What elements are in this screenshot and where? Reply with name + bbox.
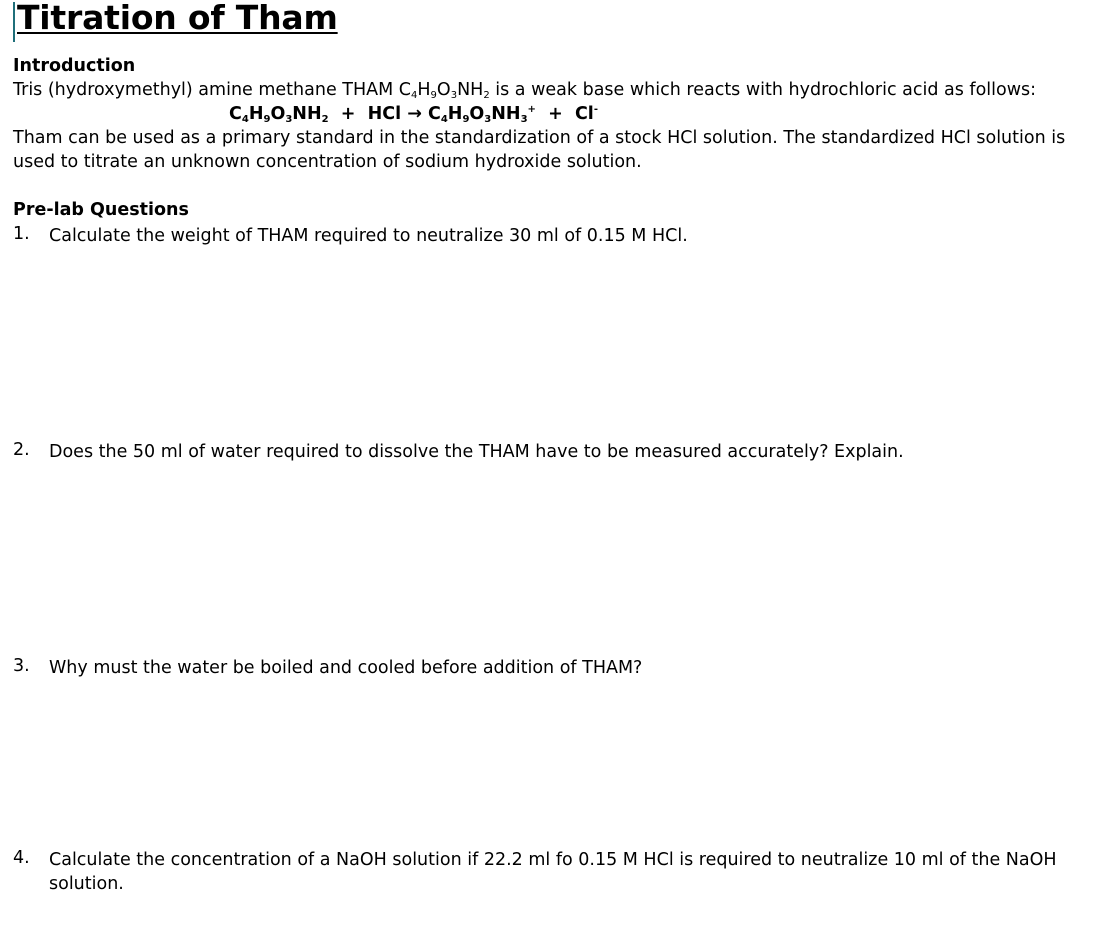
question-3-number: 3.	[13, 656, 30, 676]
reaction-arrow-icon: →	[407, 104, 422, 124]
eq-reactant-nh: NH	[292, 104, 322, 124]
formula-o: O	[436, 80, 451, 100]
question-4-text: Calculate the concentration of a NaOH solution if 22.2 ml fo 0.15 M HCl is required to neutralize 10 ml of the NaOH solution.	[49, 850, 1057, 894]
eq-reactant-nh-sub: 2	[321, 114, 329, 125]
eq-reactant-h: H	[248, 104, 264, 124]
eq-plus-2: +	[548, 104, 563, 124]
introduction-line-3: used to titrate an unknown concentration of sodium hydroxide solution.	[13, 152, 642, 172]
question-1-number: 1.	[13, 224, 30, 244]
eq-product-o-sub: 3	[484, 114, 492, 125]
page-title: Titration of Tham	[17, 0, 338, 37]
eq-product-nh3-sub: 3	[520, 114, 528, 125]
intro-text-before-formula: Tris (hydroxymethyl) amine methane THAM C	[13, 80, 411, 100]
question-2-number: 2.	[13, 440, 30, 460]
reaction-equation	[229, 104, 598, 124]
formula-o-subscript: 3	[450, 90, 458, 101]
question-1-text: Calculate the weight of THAM required to neutralize 30 ml of 0.15 M HCl.	[49, 226, 688, 246]
eq-reactant-o: O	[270, 104, 286, 124]
eq-chloride: Cl	[574, 104, 594, 124]
formula-nh-subscript: 2	[483, 90, 490, 101]
formula-nh: NH	[457, 80, 484, 100]
introduction-line-1	[13, 80, 1036, 100]
formula-c-subscript: 4	[410, 90, 418, 101]
intro-text-after-formula: is a weak base which reacts with hydrochloric acid as follows:	[489, 80, 1037, 100]
formula-h-subscript: 9	[430, 90, 437, 101]
eq-plus-1: +	[340, 104, 356, 124]
question-4-number: 4.	[13, 848, 30, 868]
introduction-heading: Introduction	[13, 56, 136, 76]
eq-product-c-sub: 4	[440, 114, 448, 125]
eq-product-charge: +	[527, 104, 536, 115]
eq-reactant-c: C	[229, 104, 242, 124]
eq-product-h-sub: 9	[462, 114, 470, 125]
eq-product-o: O	[469, 104, 485, 124]
eq-reactant-h-sub: 9	[263, 114, 271, 125]
eq-product-c: C	[427, 104, 441, 124]
text-cursor	[13, 2, 15, 42]
question-3-text: Why must the water be boiled and cooled before addition of THAM?	[49, 658, 643, 678]
question-2-text: Does the 50 ml of water required to dissolve the THAM have to be measured accurately? Explain.	[49, 442, 904, 462]
eq-product-h: H	[447, 104, 463, 124]
eq-product-nh3: NH	[491, 104, 521, 124]
formula-h: H	[417, 80, 431, 100]
prelab-heading: Pre-lab Questions	[13, 200, 189, 220]
eq-chloride-charge: -	[593, 104, 598, 115]
introduction-line-2: Tham can be used as a primary standard in the standardization of a stock HCl solution. The standardized HCl solution is	[13, 128, 1066, 148]
eq-reactant-c-sub: 4	[241, 114, 249, 125]
eq-reactant-o-sub: 3	[285, 114, 293, 125]
eq-hcl: HCl	[367, 104, 402, 124]
